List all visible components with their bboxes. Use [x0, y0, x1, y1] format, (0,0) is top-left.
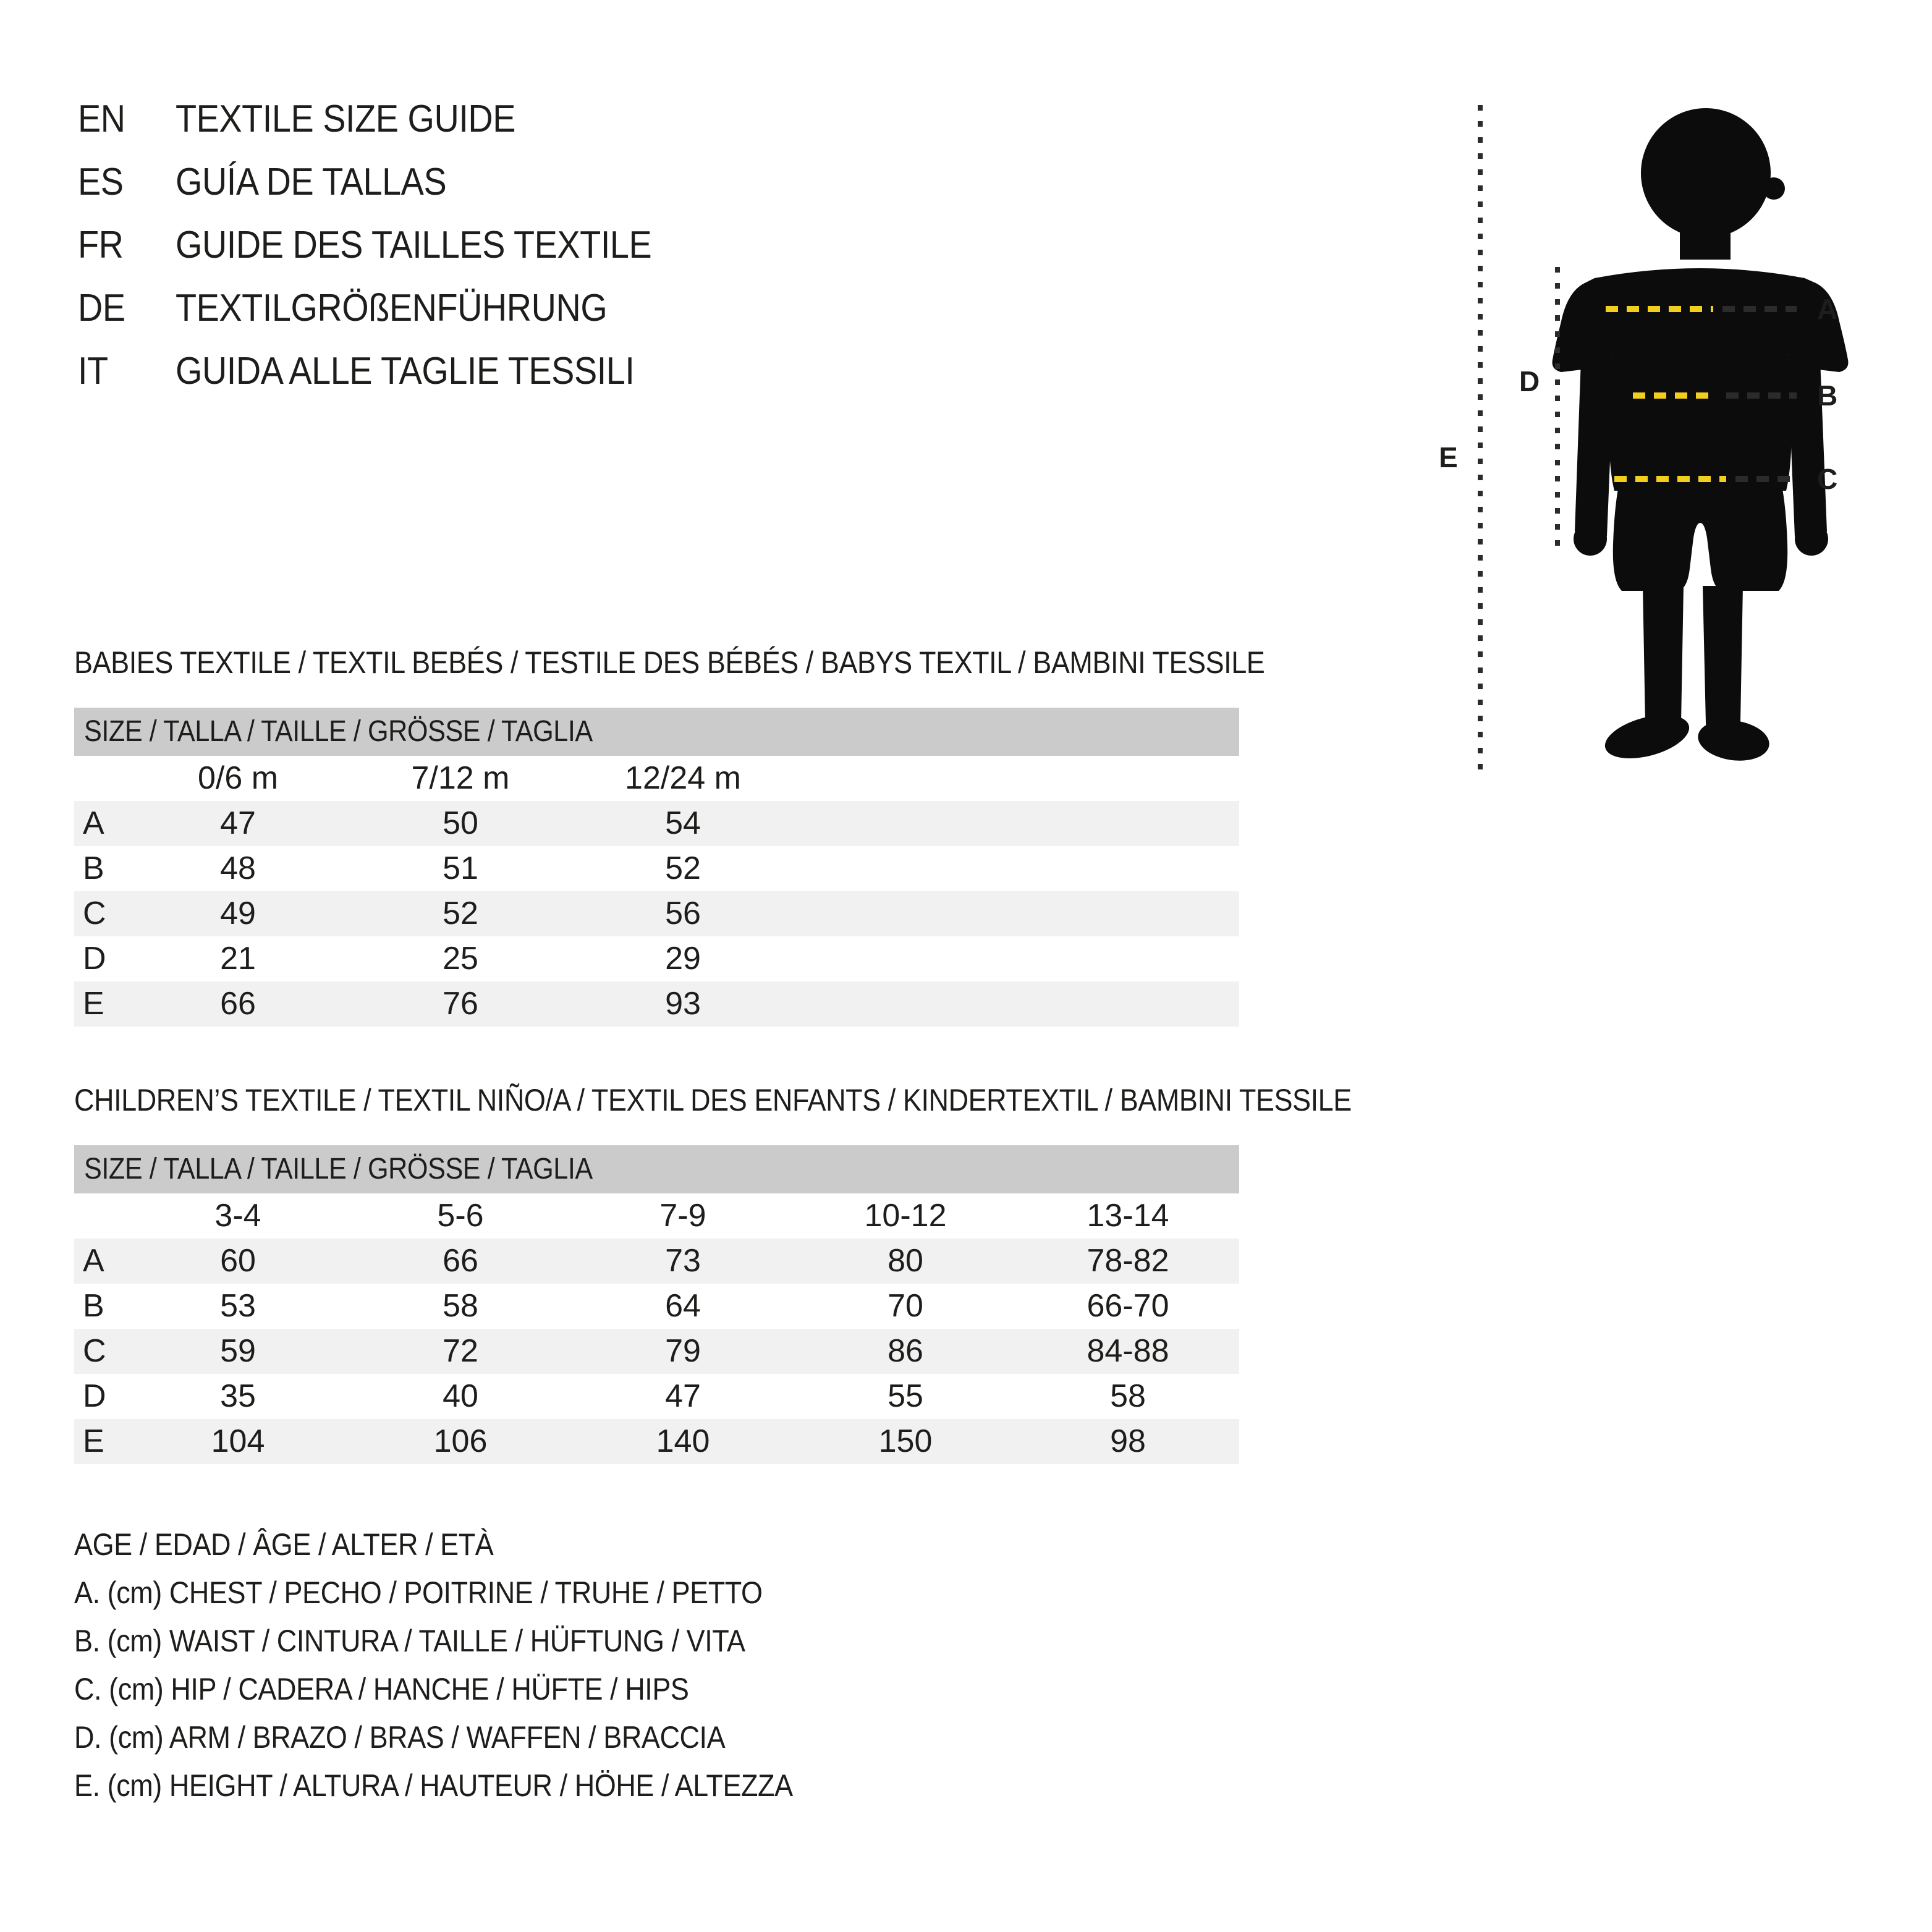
legend-age: AGE / EDAD / ÂGE / ALTER / ETÀ — [74, 1527, 494, 1562]
row-label: B — [83, 850, 104, 886]
table-row: B 53 58 64 70 66-70 — [74, 1284, 1239, 1329]
table-row: C 49 52 56 — [74, 891, 1239, 936]
table-row: C 59 72 79 86 84-88 — [74, 1329, 1239, 1374]
col-header: 5-6 — [437, 1198, 484, 1234]
col-header: 0/6 m — [197, 760, 279, 796]
language-code: EN — [78, 98, 125, 140]
language-row — [78, 277, 705, 340]
row-label: B — [83, 1288, 104, 1324]
child-silhouette-icon — [1553, 108, 1849, 766]
language-code: IT — [78, 350, 108, 392]
table-row: A 47 50 54 — [74, 801, 1239, 846]
language-code: ES — [78, 161, 124, 203]
legend-hip: C. (cm) HIP / CADERA / HANCHE / HÜFTE / HIPS — [74, 1672, 689, 1706]
language-title: GUIDA ALLE TAGLIE TESSILI — [176, 350, 635, 392]
babies-size-table — [74, 708, 1239, 1027]
language-code: DE — [78, 287, 125, 329]
size-header-bar: SIZE / TALLA / TAILLE / GRÖSSE / TAGLIA — [74, 1145, 1239, 1193]
children-size-table — [74, 1145, 1239, 1464]
table-row: E 66 76 93 — [74, 981, 1239, 1027]
col-header: 7-9 — [659, 1198, 706, 1234]
table-row: D 21 25 29 — [74, 936, 1239, 981]
row-label: E — [83, 1423, 104, 1459]
row-label: E — [83, 986, 104, 1022]
col-header: 10-12 — [864, 1198, 947, 1234]
children-section-title: CHILDREN’S TEXTILE / TEXTIL NIÑO/A / TEXTIL DES ENFANTS / KINDERTEXTIL / BAMBINI TESSILE — [74, 1083, 1352, 1117]
col-header: 12/24 m — [625, 760, 741, 796]
table-row: E 104 106 140 150 98 — [74, 1419, 1239, 1464]
row-label: D — [83, 1378, 106, 1414]
table-row: A 60 66 73 80 78-82 — [74, 1239, 1239, 1284]
child-silhouette-diagram — [1415, 74, 1928, 779]
table-column-headers — [74, 756, 1239, 801]
arm-label: D — [1519, 365, 1540, 397]
table-row: B 48 51 52 — [74, 846, 1239, 891]
legend-chest: A. (cm) CHEST / PECHO / POITRINE / TRUHE / PETTO — [74, 1575, 763, 1610]
legend-arm: D. (cm) ARM / BRAZO / BRAS / WAFFEN / BRACCIA — [74, 1720, 726, 1755]
col-header: 7/12 m — [411, 760, 510, 796]
row-label: D — [83, 941, 106, 977]
language-code: FR — [78, 224, 124, 266]
row-label: C — [83, 1333, 106, 1369]
table-row: D 35 40 47 55 58 — [74, 1374, 1239, 1419]
language-list — [78, 88, 705, 403]
col-header: 3-4 — [214, 1198, 261, 1234]
language-row — [78, 151, 705, 214]
measurement-legend — [74, 1520, 873, 1810]
language-title: GUÍA DE TALLAS — [176, 161, 447, 203]
language-row — [78, 88, 705, 151]
waist-label: B — [1817, 379, 1838, 412]
table-column-headers — [74, 1193, 1239, 1239]
language-title: TEXTILGRÖßENFÜHRUNG — [176, 287, 608, 329]
row-label: A — [83, 1243, 104, 1279]
height-label: E — [1439, 441, 1458, 473]
language-row — [78, 340, 705, 403]
legend-waist: B. (cm) WAIST / CINTURA / TAILLE / HÜFTUNG / VITA — [74, 1624, 745, 1658]
chest-label: A — [1817, 293, 1838, 325]
legend-height: E. (cm) HEIGHT / ALTURA / HAUTEUR / HÖHE / ALTEZZA — [74, 1768, 793, 1803]
language-row — [78, 214, 705, 277]
language-title: TEXTILE SIZE GUIDE — [176, 98, 516, 140]
size-header-bar: SIZE / TALLA / TAILLE / GRÖSSE / TAGLIA — [74, 708, 1239, 756]
row-label: A — [83, 805, 104, 841]
col-header: 13-14 — [1087, 1198, 1169, 1234]
babies-section-title: BABIES TEXTILE / TEXTIL BEBÉS / TESTILE DES BÉBÉS / BABYS TEXTIL / BAMBINI TESSILE — [74, 645, 1265, 680]
hip-label: C — [1817, 463, 1838, 495]
row-label: C — [83, 896, 106, 931]
language-title: GUIDE DES TAILLES TEXTILE — [176, 224, 652, 266]
measurement-figure — [1415, 74, 1928, 779]
